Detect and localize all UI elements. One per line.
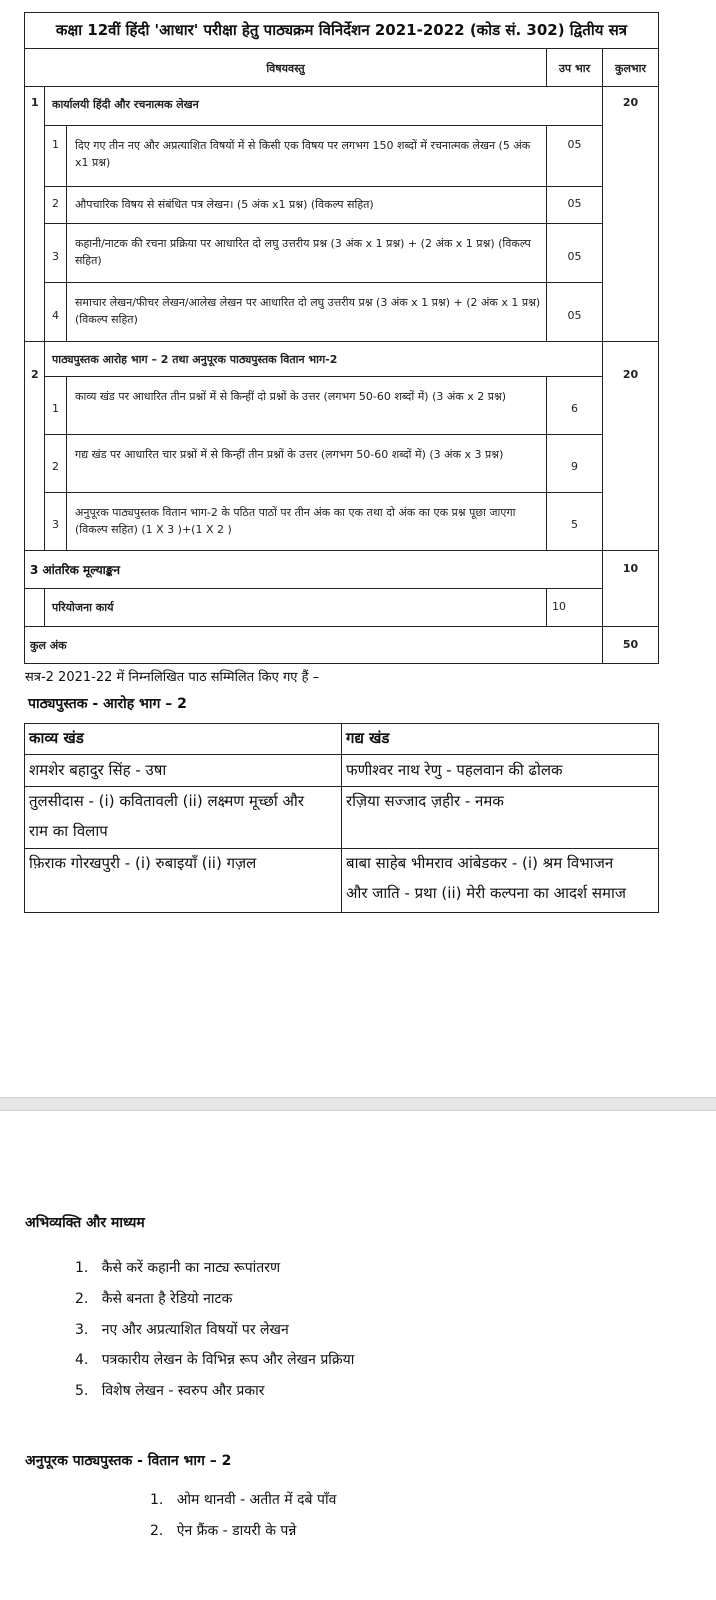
- kavya-1: शमशेर बहादुर सिंह - उषा: [29, 761, 167, 779]
- sec2-total: 20: [622, 368, 639, 381]
- sec3-total: 10: [622, 562, 639, 575]
- sec2-row1-text: काव्य खंड पर आधारित तीन प्रश्नों में से किन्हीं दो प्रश्नों के उत्तर (लगभग 50-60 शब्दों में) (3 अंक x 2 प्रश्न): [75, 390, 507, 403]
- sec1-row1-text: दिए गए तीन नए और अप्रत्याशित विषयों में से किसी एक विषय पर लगभग 150 शब्दों में रचनात्मक लेखन (5 अंक x1 प्रश्न): [75, 139, 531, 169]
- list-item: 5. विशेष लेखन - स्वरुप और प्रकार: [75, 1383, 265, 1399]
- sec1-row4-text: समाचार लेखन/फीचर लेखन/आलेख लेखन पर आधारित दो लघु उत्तरीय प्रश्न (3 अंक x 1 प्रश्न) + (2 अंक x 1 प्रश्न) (विकल्प सहित): [75, 296, 541, 326]
- sec1-row3-text: कहानी/नाटक की रचना प्रक्रिया पर आधारित दो लघु उत्तरीय प्रश्न (3 अंक x 1 प्रश्न) + (2 अंक x 1 प्रश्न) (विकल्प सहित): [75, 237, 531, 267]
- sec2-row3-text: अनुपूरक पाठ्यपुस्तक वितान भाग-2 के पठित पाठों पर तीन अंक का एक तथा दो अंक का एक प्रश्न पूछा जाएगा (विकल्प सहित) (1 X 3 )+(1 X 2 ): [75, 506, 516, 536]
- sec1-total: 20: [622, 96, 639, 109]
- sec3-title: 3 आंतरिक मूल्याङ्कन: [30, 563, 121, 577]
- header-sub: उप भार: [558, 62, 591, 75]
- list-item: 1. ओम थानवी - अतीत में दबे पाँव: [150, 1492, 337, 1508]
- abhivyakti-heading: अभिव्यक्ति और माध्यम: [25, 1215, 145, 1231]
- gadya-3a: बाबा साहेब भीमराव आंबेडकर - (i) श्रम विभाजन: [346, 854, 614, 872]
- page-separator: [0, 1097, 716, 1111]
- sec2-row2-text: गद्य खंड पर आधारित चार प्रश्नों में से किन्हीं तीन प्रश्नों के उत्तर (लगभग 50-60 शब्दों में) (3 अंक x 3 प्रश्न): [75, 448, 504, 461]
- grand-label: कुल अंक: [30, 639, 67, 652]
- gadya-2: रज़िया सज्जाद ज़हीर - नमक: [346, 792, 504, 810]
- header-content: विषयवस्तु: [266, 62, 305, 75]
- vitan-heading: अनुपूरक पाठ्यपुस्तक - वितान भाग – 2: [25, 1453, 232, 1469]
- list-item: 4. पत्रकारीय लेखन के विभिन्न रूप और लेखन प्रक्रिया: [75, 1352, 355, 1368]
- kavya-2a: तुलसीदास - (i) कवितावली (ii) लक्ष्मण मूर्च्छा और: [29, 792, 305, 810]
- kavya-2b: राम का विलाप: [29, 822, 108, 840]
- header-total: कुलभार: [615, 62, 646, 75]
- list-item: 3. नए और अप्रत्याशित विषयों पर लेखन: [75, 1322, 289, 1338]
- textbook-heading: पाठ्यपुस्तक - आरोह भाग – 2: [28, 696, 187, 712]
- list-item: 2. ऐन फ्रैंक - डायरी के पन्ने: [150, 1523, 297, 1539]
- list-item: 1. कैसे करें कहानी का नाट्य रूपांतरण: [75, 1260, 281, 1276]
- list-item: 2. कैसे बनता है रेडियो नाटक: [75, 1291, 233, 1307]
- sec1-num: 1: [31, 96, 39, 109]
- sec1-title: कार्यालयी हिंदी और रचनात्मक लेखन: [52, 98, 199, 111]
- sec2-num: 2: [31, 368, 39, 381]
- col-gadya: गद्य खंड: [346, 729, 390, 747]
- page-title: कक्षा 12वीं हिंदी 'आधार' परीक्षा हेतु पाठ्यक्रम विनिर्देशन 2021-2022 (कोड सं. 302) द्वितीय सत्र: [55, 21, 628, 39]
- sec2-title: पाठ्यपुस्तक आरोह भाग – 2 तथा अनुपूरक पाठ्यपुस्तक वितान भाग-2: [52, 353, 338, 366]
- kavya-3: फ़िराक गोरखपुरी - (i) रुबाइयाँ (ii) गज़ल: [29, 854, 257, 872]
- gadya-3b: और जाति - प्रथा (ii) मेरी कल्पना का आदर्श समाज: [346, 884, 627, 902]
- col-kavya: काव्य खंड: [29, 729, 84, 747]
- session-note: सत्र-2 2021-22 में निम्नलिखित पाठ सम्मिलित किए गए हैं –: [25, 670, 320, 685]
- project-work: परियोजना कार्य: [52, 601, 114, 614]
- grand-total: 50: [622, 638, 639, 651]
- sec1-row2-text: औपचारिक विषय से संबंधित पत्र लेखन। (5 अंक x1 प्रश्न) (विकल्प सहित): [75, 198, 374, 211]
- gadya-1: फणीश्वर नाथ रेणु - पहलवान की ढोलक: [346, 761, 563, 779]
